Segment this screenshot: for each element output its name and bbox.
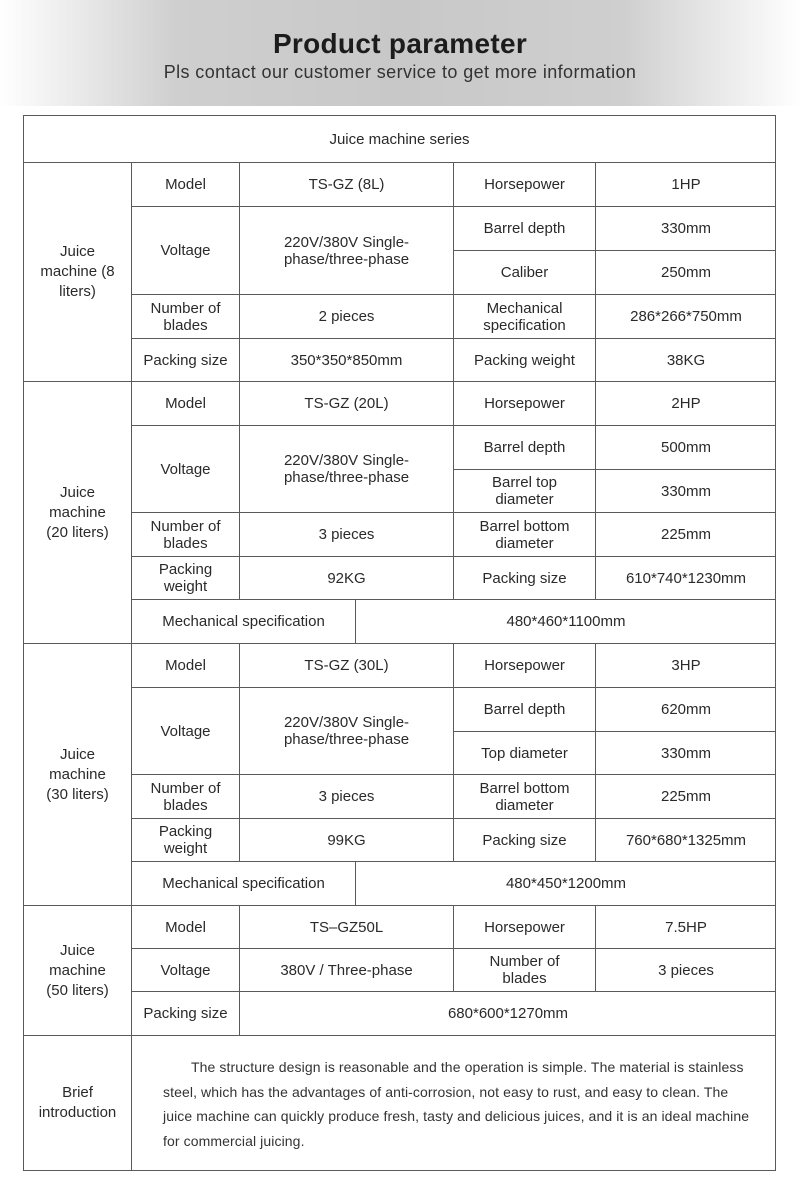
label-packing-weight: Packing weight: [158, 823, 213, 857]
value-packing-size: 680*600*1270mm: [447, 1005, 569, 1022]
label-mechanical-spec: Mechanical specification: [483, 299, 566, 334]
page-header: [0, 0, 800, 106]
label-voltage: Voltage: [160, 242, 211, 259]
value-voltage: 220V/380V Single-phase/three-phase: [283, 233, 410, 268]
page-title: Product parameter: [272, 28, 528, 59]
value-caliber: 250mm: [660, 264, 712, 281]
value-packing-weight: 38KG: [666, 351, 706, 369]
label-packing-weight: Packing weight: [158, 561, 213, 595]
label-model: Model: [165, 395, 206, 412]
label-packing-weight: Packing weight: [474, 351, 575, 369]
value-barrel-bottom-diameter: 225mm: [660, 788, 712, 805]
label-voltage: Voltage: [160, 460, 211, 478]
group-label-50l: Juice machine (50 liters): [46, 941, 109, 999]
value-barrel-top-diameter: 330mm: [660, 482, 712, 500]
label-model: Model: [165, 176, 206, 193]
label-model: Model: [165, 918, 206, 936]
group-label-8l: Juice machine (8 liters): [40, 243, 115, 300]
value-barrel-bottom-diameter: 225mm: [660, 526, 712, 543]
value-barrel-depth: 620mm: [660, 701, 712, 718]
value-model: TS-GZ (20L): [304, 395, 389, 412]
label-mechanical-spec: Mechanical specification: [162, 613, 325, 630]
label-packing-size: Packing size: [482, 831, 567, 849]
value-blades: 2 pieces: [318, 308, 375, 325]
label-packing-size: Packing size: [143, 351, 228, 369]
label-blades: Number of blades: [489, 953, 560, 987]
label-packing-size: Packing size: [143, 1005, 228, 1022]
brief-introduction-label: Brief introduction: [38, 1084, 117, 1121]
label-voltage: Voltage: [160, 961, 211, 979]
label-model: Model: [165, 657, 206, 674]
value-blades: 3 pieces: [658, 961, 714, 979]
value-blades: 3 pieces: [318, 526, 375, 543]
label-barrel-depth: Barrel depth: [483, 439, 566, 456]
value-packing-weight: 92KG: [327, 569, 366, 587]
value-packing-size: 610*740*1230mm: [625, 569, 747, 587]
brief-introduction-text: The structure design is reasonable and the operation is simple. The material is stainless steel, which has the advantages of anti-corrosion, not easy to rust, and easy to clean. The juice machine can quickly produce fresh, tasty and delicious juices, and it is an ideal machine for commercial juicing.: [163, 1059, 750, 1149]
label-blades: Number of blades: [150, 779, 221, 814]
section-divider: [23, 1035, 776, 1036]
group-label-20l: Juice machine (20 liters): [46, 483, 109, 541]
label-blades: Number of blades: [150, 517, 221, 552]
value-model: TS-GZ (8L): [308, 176, 385, 193]
value-model: TS-GZ (30L): [304, 657, 389, 674]
value-mechanical-spec: 286*266*750mm: [630, 308, 742, 325]
value-horsepower: 1HP: [671, 176, 701, 193]
value-top-diameter: 330mm: [660, 744, 712, 762]
value-horsepower: 2HP: [671, 395, 701, 412]
value-voltage: 380V / Three-phase: [280, 961, 413, 979]
label-barrel-bottom-diameter: Barrel bottom diameter: [479, 779, 570, 814]
value-horsepower: 7.5HP: [665, 918, 707, 936]
label-horsepower: Horsepower: [484, 918, 565, 936]
value-horsepower: 3HP: [671, 657, 701, 674]
label-barrel-top-diameter: Barrel top diameter: [491, 474, 558, 508]
value-blades: 3 pieces: [318, 788, 375, 805]
label-barrel-bottom-diameter: Barrel bottom diameter: [479, 517, 570, 552]
label-voltage: Voltage: [160, 722, 211, 740]
label-top-diameter: Top diameter: [481, 744, 568, 762]
label-horsepower: Horsepower: [484, 657, 565, 674]
value-packing-size: 350*350*850mm: [290, 351, 403, 369]
value-barrel-depth: 500mm: [660, 439, 712, 456]
label-barrel-depth: Barrel depth: [483, 701, 566, 718]
value-mechanical-spec: 480*460*1100mm: [506, 613, 626, 630]
label-horsepower: Horsepower: [484, 176, 565, 193]
group-label-30l: Juice machine (30 liters): [46, 745, 109, 803]
value-mechanical-spec: 480*450*1200mm: [505, 875, 627, 892]
label-blades: Number of blades: [150, 299, 221, 334]
label-caliber: Caliber: [500, 264, 549, 281]
value-model: TS–GZ50L: [309, 918, 384, 936]
label-horsepower: Horsepower: [484, 395, 565, 412]
value-voltage: 220V/380V Single-phase/three-phase: [283, 714, 410, 748]
page-subtitle: Pls contact our customer service to get more information: [163, 62, 637, 82]
value-packing-weight: 99KG: [327, 831, 366, 849]
label-packing-size: Packing size: [482, 569, 567, 587]
series-title: Juice machine series: [329, 130, 470, 148]
value-packing-size: 760*680*1325mm: [625, 831, 747, 849]
value-barrel-depth: 330mm: [660, 220, 712, 237]
value-voltage: 220V/380V Single-phase/three-phase: [283, 452, 410, 486]
label-mechanical-spec: Mechanical specification: [162, 875, 325, 892]
label-barrel-depth: Barrel depth: [483, 220, 566, 237]
